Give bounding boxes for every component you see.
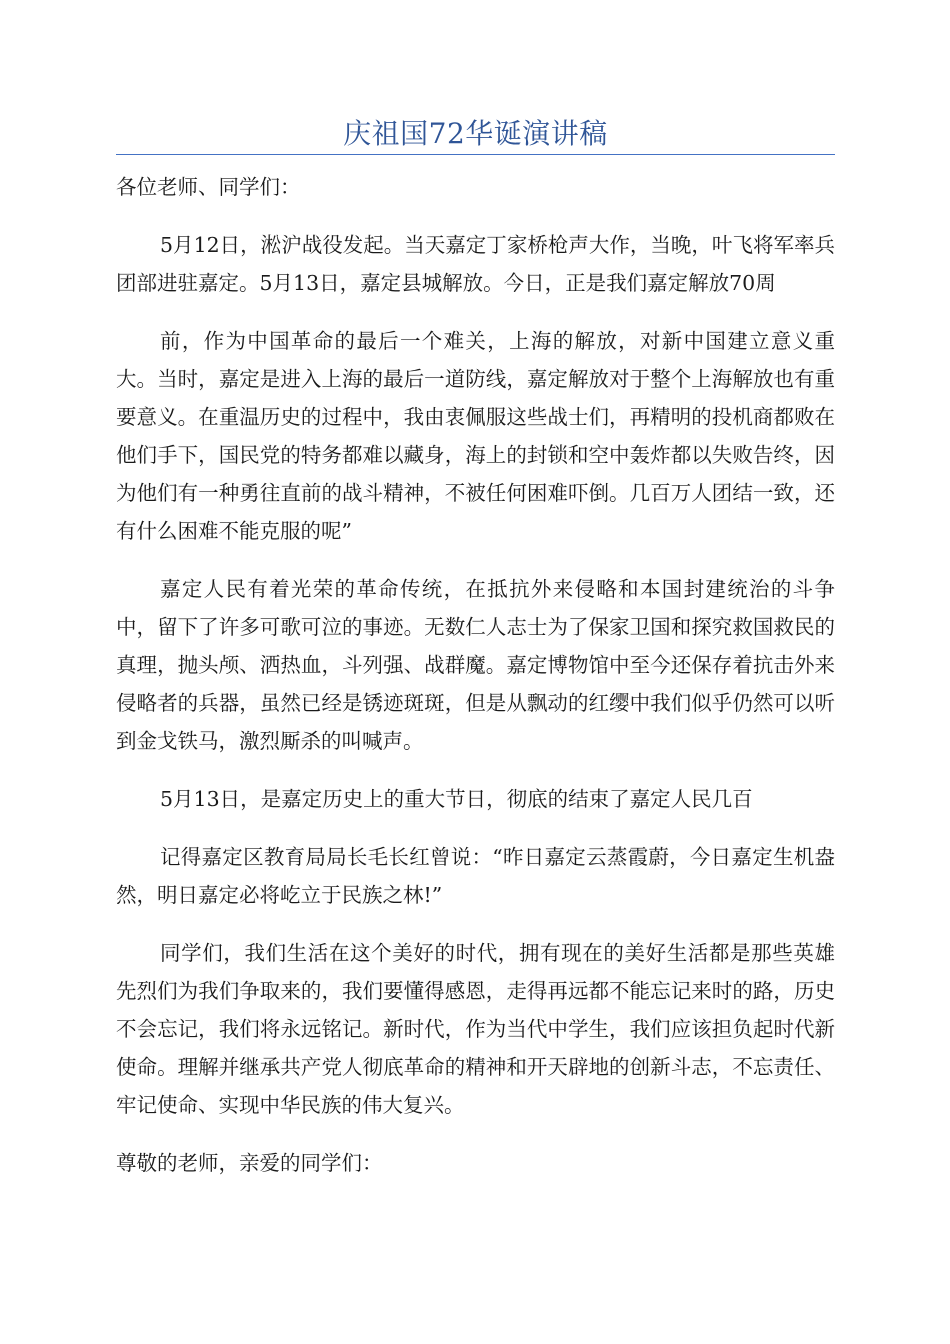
body-paragraph: 前，作为中国革命的最后一个难关，上海的解放，对新中国建立意义重大。当时，嘉定是进入上海的最后一道防线，嘉定解放对于整个上海解放也有重要意义。在重温历史的过程中，我由衷佩服这些战士们，再精明的投机商都败在他们手下，国民党的特务都难以藏身，海上的封锁和空中轰炸都以失败告终，因为他们有一种勇往直前的战斗精神，不被任何困难吓倒。几百万人团结一致，还有什么困难不能克服的呢” [116, 329, 835, 543]
body-paragraph: 5月13日，是嘉定历史上的重大节日，彻底的结束了嘉定人民几百 [160, 787, 753, 811]
greeting-paragraph: 各位老师、同学们： [116, 175, 301, 199]
document-body [116, 168, 835, 1202]
title-underline [116, 154, 835, 155]
body-paragraph: 嘉定人民有着光荣的革命传统，在抵抗外来侵略和本国封建统治的斗争中，留下了许多可歌可泣的事迹。无数仁人志士为了保家卫国和探究救国救民的真理，抛头颅、洒热血，斗列强、战群魔。嘉定博物馆中至今还保存着抗击外来侵略者的兵器，虽然已经是锈迹斑斑，但是从飘动的红缨中我们似乎仍然可以听到金戈铁马，激烈厮杀的叫喊声。 [116, 577, 835, 753]
closing-greeting-paragraph: 尊敬的老师，亲爱的同学们： [116, 1151, 383, 1175]
body-paragraph: 记得嘉定区教育局局长毛长红曾说：“昨日嘉定云蒸霞蔚，今日嘉定生机盎然，明日嘉定必将屹立于民族之林!” [116, 845, 835, 907]
document-title: 庆祖国72华诞演讲稿 [343, 117, 608, 150]
body-paragraph: 5月12日，淞沪战役发起。当天嘉定丁家桥枪声大作，当晚，叶飞将军率兵团部进驻嘉定。5月13日，嘉定县城解放。今日，正是我们嘉定解放70周 [116, 233, 835, 295]
body-paragraph: 同学们，我们生活在这个美好的时代，拥有现在的美好生活都是那些英雄先烈们为我们争取来的，我们要懂得感恩，走得再远都不能忘记来时的路，历史不会忘记，我们将永远铭记。新时代，作为当代中学生，我们应该担负起时代新使命。理解并继承共产党人彻底革命的精神和开天辟地的创新斗志，不忘责任、牢记使命、实现中华民族的伟大复兴。 [116, 941, 835, 1117]
